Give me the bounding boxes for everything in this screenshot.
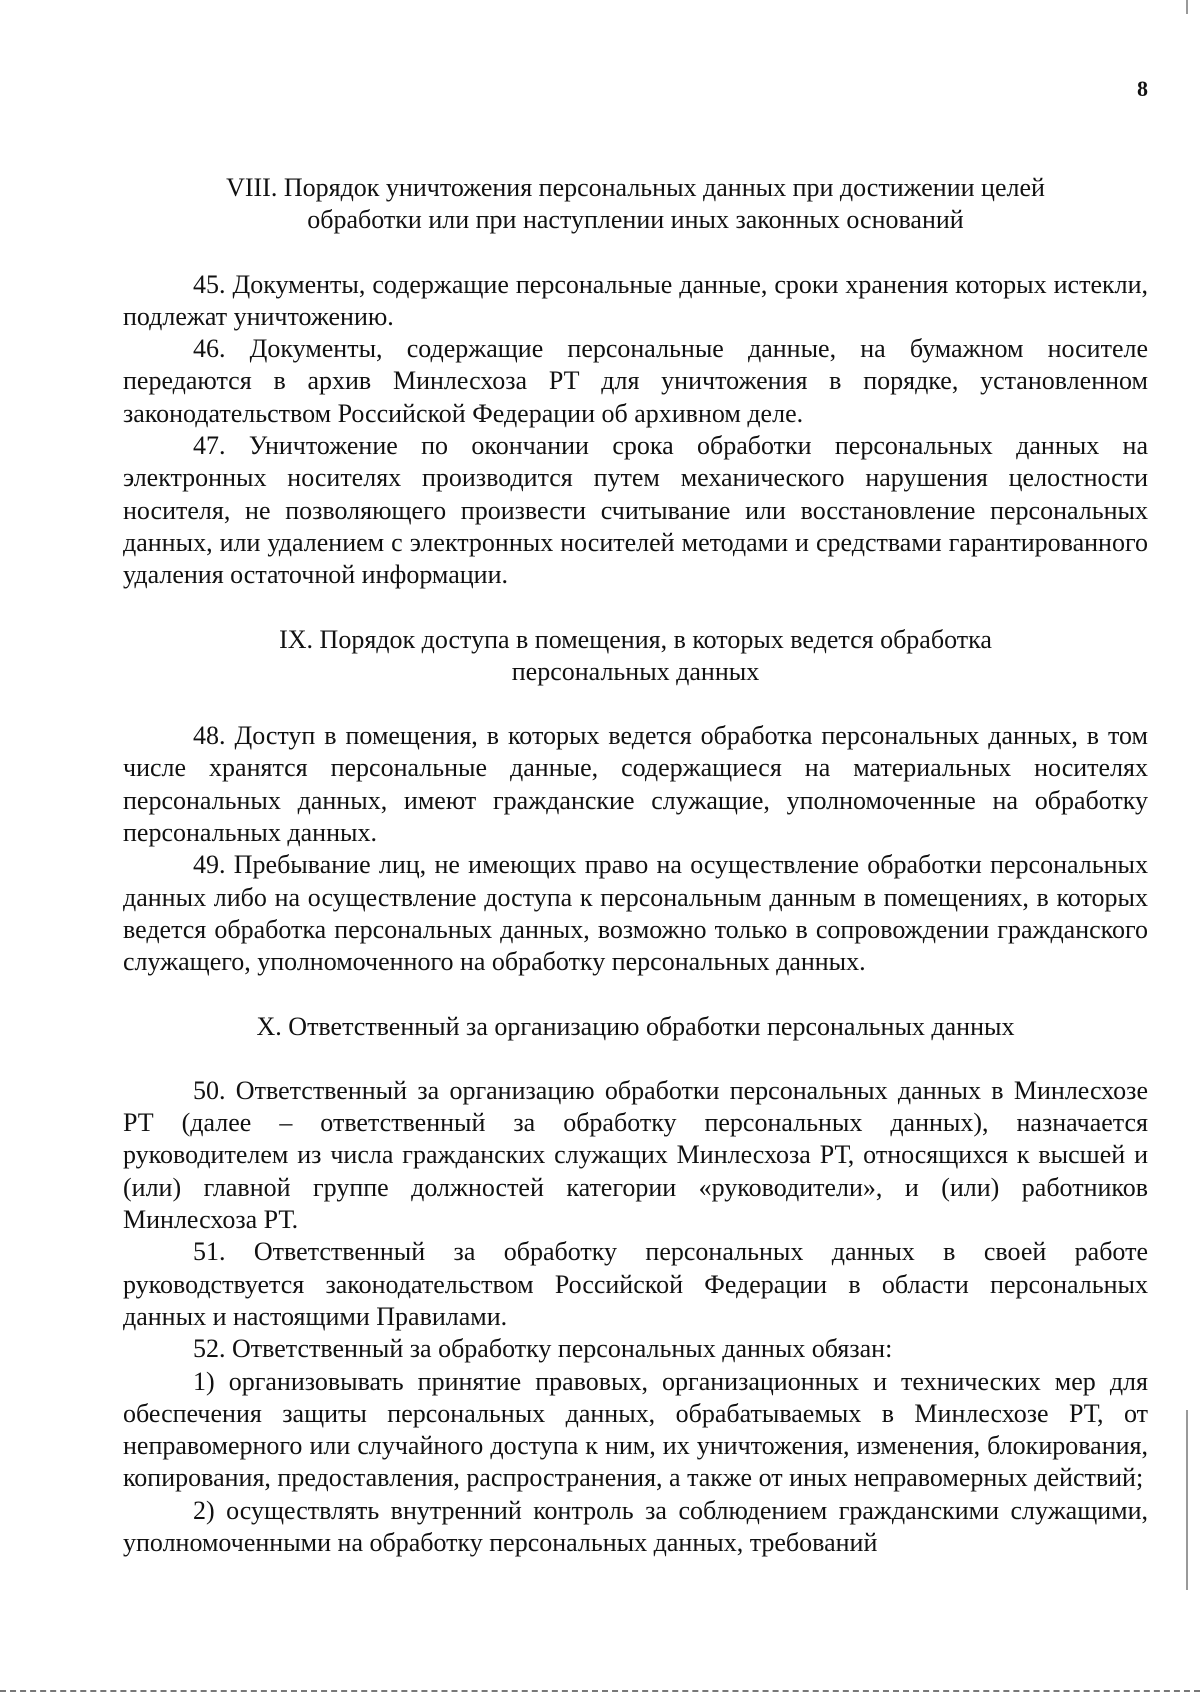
paragraph-50: 50. Ответственный за организацию обработки персональных данных в Минлесхозе РТ (далее – ответственный за обработку персональных данных), назначается руководителем из числа гражданских служащих Минлесхоза РТ, относящихся к высшей и (или) главной группе должностей категории «руководители», и (или) работников Минлесхоза РТ. bbox=[123, 1075, 1148, 1235]
page-number: 8 bbox=[1137, 76, 1148, 101]
paragraph-52-item-2: 2) осуществлять внутренний контроль за соблюдением гражданскими служащими, уполномоченными на обработку персональных данных, требований bbox=[123, 1495, 1148, 1557]
scan-edge-mark-top bbox=[1186, 0, 1188, 14]
document-body bbox=[123, 172, 1148, 1559]
section-9-heading-line-2: персональных данных bbox=[511, 656, 760, 686]
paragraph-48: 48. Доступ в помещения, в которых ведется обработка персональных данных, в том числе хранятся персональные данные, содержащиеся на материальных носителях персональных данных, имеют гражданские служащие, уполномоченные на обработку персональных данных. bbox=[123, 721, 1148, 848]
paragraph-52: 52. Ответственный за обработку персональных данных обязан: bbox=[193, 1334, 893, 1364]
scan-bottom-rule bbox=[0, 1690, 1200, 1692]
paragraph-51: 51. Ответственный за обработку персональных данных в своей работе руководствуется законодательством Российской Федерации в области персональных данных и настоящими Правилами. bbox=[123, 1237, 1148, 1331]
section-10-heading bbox=[123, 1011, 1148, 1043]
section-8-heading bbox=[123, 172, 1148, 237]
section-9-heading-line-1: IX. Порядок доступа в помещения, в которых ведется обработка bbox=[279, 624, 992, 654]
section-10-heading-line-1: X. Ответственный за организацию обработки персональных данных bbox=[256, 1011, 1015, 1041]
section-8-heading-line-2: обработки или при наступлении иных законных оснований bbox=[307, 205, 964, 235]
scan-edge-mark-bottom bbox=[1186, 1410, 1188, 1590]
section-8-heading-line-1: VIII. Порядок уничтожения персональных данных при достижении целей bbox=[226, 173, 1045, 202]
paragraph-49: 49. Пребывание лиц, не имеющих право на осуществление обработки персональных данных либо на осуществление доступа к персональным данным в помещениях, в которых ведется обработка персональных данных, возможно только в сопровождении гражданского служащего, уполномоченного на обработку персональных данных. bbox=[123, 850, 1148, 977]
section-9-heading bbox=[123, 624, 1148, 689]
paragraph-45: 45. Документы, содержащие персональные данные, сроки хранения которых истекли, подлежат уничтожению. bbox=[123, 269, 1148, 331]
paragraph-52-item-1: 1) организовывать принятие правовых, организационных и технических мер для обеспечения защиты персональных данных, обрабатываемых в Минлесхозе РТ, от неправомерного или случайного доступа к ним, их уничтожения, изменения, блокирования, копирования, предоставления, распространения, а также от иных неправомерных действий; bbox=[123, 1366, 1148, 1493]
paragraph-46: 46. Документы, содержащие персональные данные, на бумажном носителе передаются в архив Минлесхоза РТ для уничтожения в порядке, установленном законодательством Российской Федерации об архивном деле. bbox=[123, 334, 1148, 428]
paragraph-47: 47. Уничтожение по окончании срока обработки персональных данных на электронных носителях производится путем механического нарушения целостности носителя, не позволяющего произвести считывание или восстановление персональных данных, или удалением с электронных носителей методами и средствами гарантированного удаления остаточной информации. bbox=[123, 431, 1148, 590]
